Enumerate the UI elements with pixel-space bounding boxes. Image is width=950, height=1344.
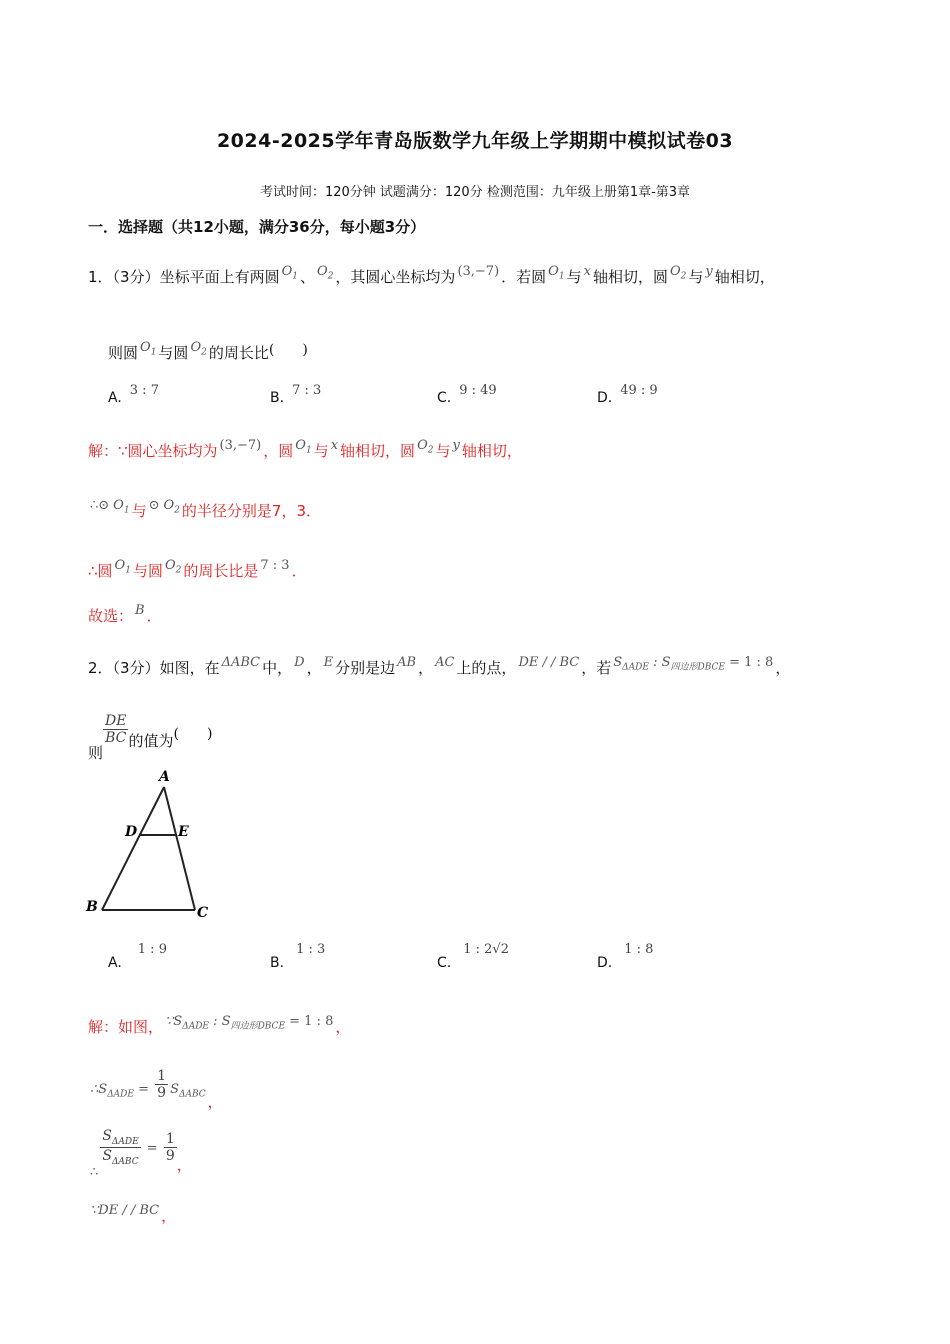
q2-solution-line1: 解：如图， $\because S_{\Delta ADE}$ : $S_{四边形DBCE} = 1$ : 8 ， [88, 1014, 351, 1036]
q1-solution-line3: ∴圆 $O_1$ 与圆 $O_2$ 的周长比是 7 : 3 ． [88, 558, 307, 580]
q1-answer: 故选： B ． [88, 603, 162, 625]
label-d: D [125, 824, 138, 840]
q2-option-c[interactable]: C.1 : 2√2 [437, 942, 509, 971]
q1-option-d[interactable]: D. 49 : 9 [597, 383, 658, 406]
q2-solution-line3: ∴ $\frac{S_{\Delta ADE}}{S_{\Delta ABC}}$ = $\frac{1}{9}$ ， [90, 1128, 192, 1180]
page-title: 2024-2025学年青岛版数学九年级上学期期中模拟试卷03 [216, 130, 734, 152]
q2-option-d[interactable]: D.1 : 8 [597, 942, 654, 971]
q1-line1: 1．（3分）坐标平面上有两圆 $O_1$ 、 $O_2$ ，其圆心坐标均为 (3,−7) ．若圆 $O_1$ 与 x 轴相切，圆 $O_2$ 与 y 轴相切， [88, 264, 775, 286]
label-b: B [86, 899, 98, 915]
q2-option-b[interactable]: B.1 : 3 [270, 942, 326, 971]
section-heading: 一．选择题（共12小题，满分36分，每小题3分） [88, 218, 426, 236]
q1-option-c[interactable]: C. 9 : 49 [437, 383, 497, 406]
label-a: A [159, 769, 170, 785]
q1-solution-line2: ∴⊙ $O_1$ 与 ⊙ $O_2$ 的半径分别是7，3． [90, 498, 321, 520]
exam-meta: 考试时间：120分钟 试题满分：120分 检测范围：九年级上册第1章-第3章 [259, 185, 691, 200]
triangle-figure [82, 765, 212, 925]
q2-option-a[interactable]: A.1 : 9 [108, 942, 167, 971]
label-c: C [197, 905, 209, 921]
q2-line2: 则 $\frac{DE}{BC}$ 的值为( ) [88, 713, 213, 762]
q2-solution-line2: $\therefore S_{\Delta ADE}$ = $\frac{1}{9}$ $S_{\Delta ABC}$ ， [90, 1068, 223, 1111]
label-e: E [178, 824, 189, 840]
q1-solution-line1: 解：∵圆心坐标均为 (3,−7) ，圆 $O_1$ 与 x 轴相切，圆 $O_2$ 与 y 轴相切， [88, 438, 522, 460]
de-bc-fraction: $\frac{DE}{BC}$ [105, 713, 127, 746]
side-ab [102, 787, 164, 910]
q1-line2: 则圆 $O_1$ 与圆 $O_2$ 的周长比( ) [108, 340, 308, 362]
q2-solution-line4: ∵DE / / BC ， [90, 1203, 177, 1225]
q1-option-b[interactable]: B. 7 : 3 [270, 383, 322, 406]
q1-option-a[interactable]: A. 3 : 7 [108, 383, 159, 406]
side-ac [164, 787, 195, 910]
q2-line1: 2．（3分）如图，在 ΔABC 中， D ， E 分别是边 AB ， AC 上的点， DE / / BC ，若 $S_{\Delta ADE}$ : $S_{四边形DBCE} = 1$ : 8 ， [88, 655, 791, 677]
